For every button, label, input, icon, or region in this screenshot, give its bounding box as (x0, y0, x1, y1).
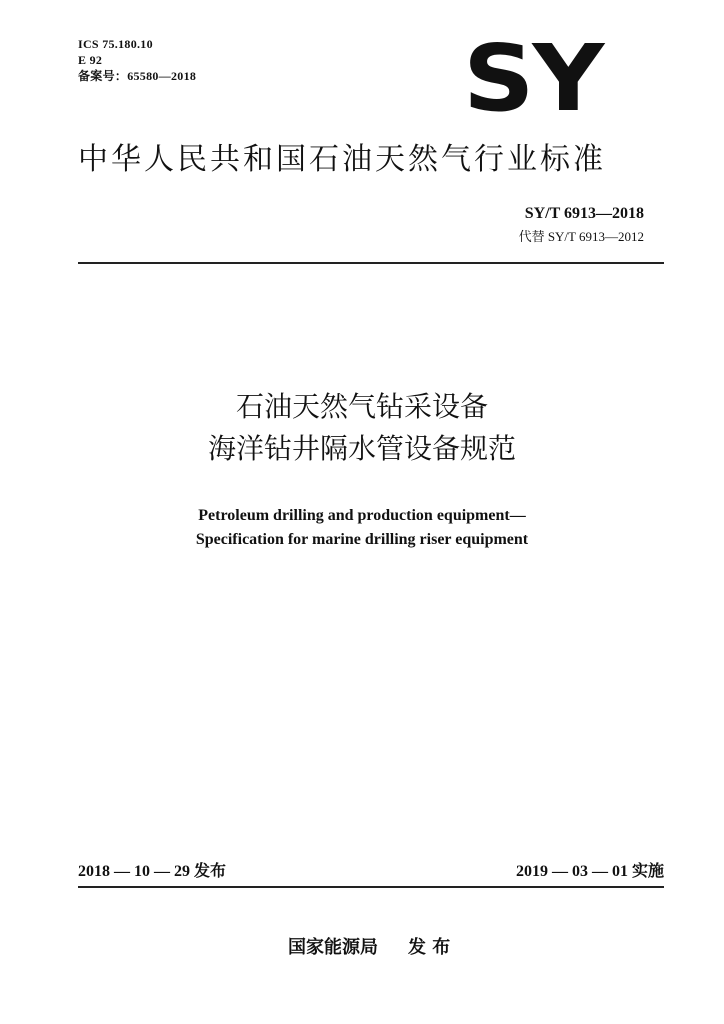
title-chinese-line2: 海洋钻井隔水管设备规范 (207, 432, 516, 465)
document-metadata (78, 36, 196, 84)
title-chinese-line1: 石油天然气钻采设备 (235, 390, 488, 423)
standard-code: SY/T 6913—2018 (524, 205, 644, 222)
header-divider (78, 262, 664, 264)
footer-divider (78, 886, 664, 888)
title-english-line1: Petroleum drilling and production equipment— (198, 507, 526, 524)
standard-name: 中华人民共和国石油天然气行业标准 (78, 142, 606, 177)
issuer-action: 发 布 (408, 937, 451, 958)
issuer-name: 国家能源局 (288, 937, 378, 958)
sy-logo: SY (463, 25, 603, 132)
effective-date: 2019 — 03 — 01 实施 (515, 863, 664, 880)
publish-date: 2018 — 10 — 29 发布 (78, 863, 227, 880)
replaces-standard: 代替 SY/T 6913—2012 (518, 229, 644, 244)
title-english-line2: Specification for marine drilling riser equipment (195, 531, 529, 548)
record-number: 备案号：65580—2018 (78, 69, 197, 83)
ics-code: ICS 75.180.10 (78, 37, 153, 51)
classification-code: E 92 (78, 53, 103, 67)
issuer (288, 936, 450, 960)
